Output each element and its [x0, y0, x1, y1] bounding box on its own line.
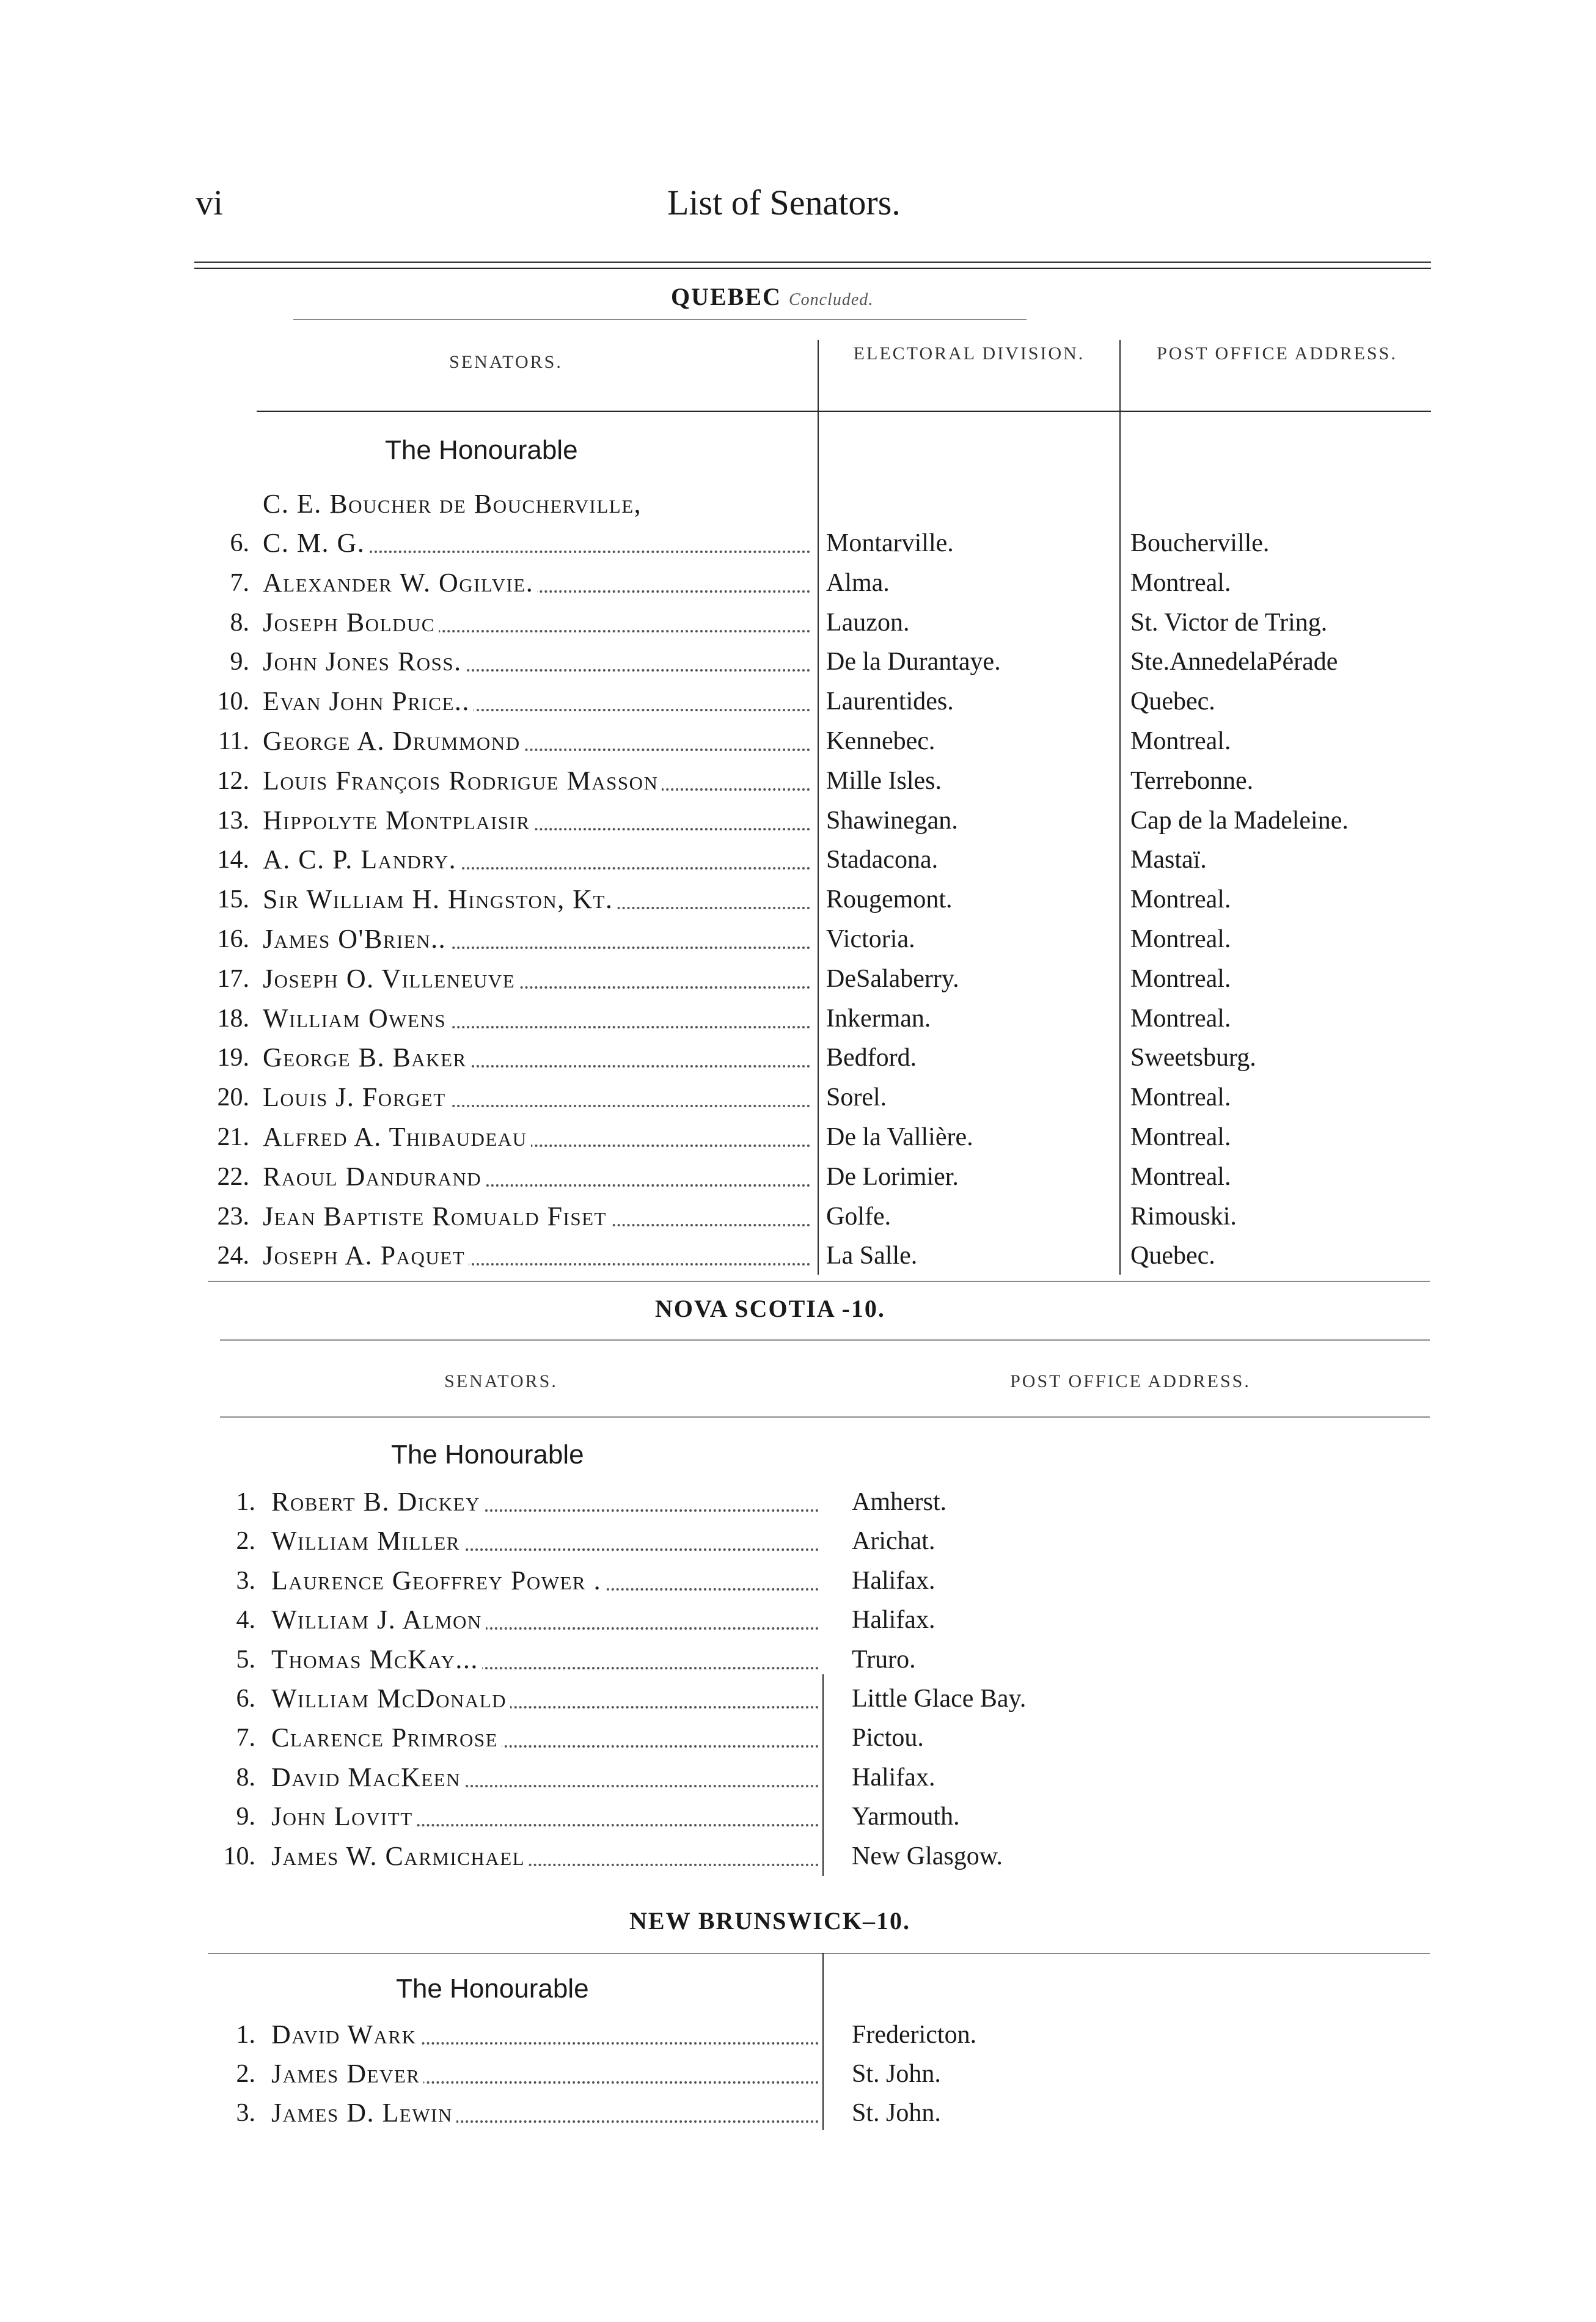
row-number: 4.: [236, 1606, 255, 1635]
post-office-address: Montreal.: [1130, 1083, 1231, 1112]
row-number: 1.: [236, 1488, 255, 1516]
new-brunswick-title: NEW BRUNSWICK–10.: [629, 1907, 910, 1935]
electoral-division: Kennebec.: [826, 727, 935, 755]
senator-name-text: Thomas McKay...: [271, 1644, 482, 1674]
post-office-address: Montreal.: [1130, 925, 1231, 953]
quebec-title-suffix: Concluded.: [788, 290, 874, 309]
post-office-address: Quebec.: [1130, 687, 1215, 716]
post-office-address: Boucherville.: [1130, 529, 1270, 557]
senator-name: [271, 2054, 819, 2093]
post-office-address: Halifax.: [852, 1606, 935, 1635]
senator-name: [263, 603, 810, 642]
senator-name: [271, 1561, 819, 1600]
quebec-row: [0, 1236, 1596, 1275]
electoral-division: De la Vallière.: [826, 1123, 973, 1151]
row-number: 5.: [236, 1645, 255, 1674]
senator-name-text: Hippolyte Montplaisir: [263, 805, 534, 835]
electoral-division: Laurentides.: [826, 687, 954, 716]
row-number: 1.: [236, 2021, 255, 2049]
senator-name-text: Joseph O. Villeneuve: [263, 964, 519, 994]
nova-scotia-row: [0, 1482, 1596, 1522]
electoral-division: Montarville.: [826, 529, 954, 557]
top-rule-inner: [194, 268, 1431, 269]
row-number: 6.: [236, 1685, 255, 1713]
quebec-row: [0, 880, 1596, 919]
quebec-row: [0, 840, 1596, 879]
senator-name-text: James W. Carmichael: [271, 1841, 529, 1871]
electoral-division: Inkerman.: [826, 1004, 931, 1033]
quebec-row: [0, 1118, 1596, 1157]
electoral-division: Lauzon.: [826, 608, 910, 637]
new-brunswick-row: [0, 2015, 1596, 2054]
post-office-address: Montreal.: [1130, 1004, 1231, 1033]
col-head-post: POST OFFICE ADDRESS.: [1157, 343, 1397, 364]
electoral-division: Shawinegan.: [826, 806, 958, 835]
senator-name: [263, 801, 810, 840]
senator-name-text: Evan John Price..: [263, 686, 474, 716]
senator-name: [271, 1758, 819, 1797]
nova-scotia-row: [0, 1561, 1596, 1600]
post-office-address: Little Glace Bay.: [852, 1685, 1027, 1713]
senator-name-text: C. M. G.: [263, 528, 368, 558]
senator-name-text: James O'Brien..: [263, 924, 450, 954]
senator-name: [263, 761, 810, 800]
senator-name: [263, 999, 810, 1038]
senator-name-text: George A. Drummond: [263, 726, 524, 756]
row-number: 20.: [217, 1083, 249, 1112]
post-office-address: Montreal.: [1130, 1162, 1231, 1191]
nova-scotia-row: [0, 1679, 1596, 1718]
quebec-row-6-line1: [0, 485, 1596, 524]
senator-name: [271, 1600, 819, 1639]
post-office-address: Arichat.: [852, 1527, 935, 1556]
senator-name: [263, 1236, 810, 1275]
new-brunswick-row: [0, 2093, 1596, 2133]
senator-name-text: Jean Baptiste Romuald Fiset: [263, 1201, 610, 1231]
post-office-address: Halifax.: [852, 1763, 935, 1792]
senator-name: [271, 1679, 819, 1718]
post-office-address: Montreal.: [1130, 568, 1231, 597]
electoral-division: Golfe.: [826, 1202, 891, 1231]
row-number: 14.: [217, 846, 249, 874]
quebec-head-rule: [257, 411, 1431, 412]
top-rule: [194, 262, 1431, 263]
senator-name-text: Louis J. Forget: [263, 1082, 450, 1112]
electoral-division: DeSalaberry.: [826, 964, 959, 993]
post-office-address: Mastaï.: [1130, 846, 1207, 874]
post-office-address: Quebec.: [1130, 1242, 1215, 1270]
quebec-row: [0, 959, 1596, 998]
post-office-address: Cap de la Madeleine.: [1130, 806, 1349, 835]
row-number: 18.: [217, 1004, 249, 1033]
nova-scotia-row: [0, 1600, 1596, 1639]
senator-name: [271, 1797, 819, 1836]
row-number: 3.: [236, 2099, 255, 2127]
quebec-row: [0, 642, 1596, 681]
quebec-title-rule: [293, 319, 1027, 320]
nova-scotia-row: [0, 1837, 1596, 1876]
senator-name-text: A. C. P. Landry.: [263, 844, 460, 874]
senator-name: [263, 642, 810, 681]
senator-name: [271, 1482, 819, 1522]
row-number: 19.: [217, 1044, 249, 1072]
row-number: 8.: [230, 608, 249, 637]
senator-name: [263, 722, 810, 761]
row-number: 7.: [230, 568, 249, 597]
senator-name: [263, 563, 810, 602]
senator-name: [263, 524, 810, 563]
quebec-bottom-rule: [208, 1281, 1430, 1282]
electoral-division: La Salle.: [826, 1242, 918, 1270]
senator-name: [263, 682, 810, 721]
senator-name: [271, 1837, 819, 1876]
senator-name: [263, 1197, 810, 1236]
quebec-row: [0, 524, 1596, 563]
senator-name-text: Alexander W. Ogilvie.: [263, 568, 537, 598]
post-office-address: New Glasgow.: [852, 1842, 1003, 1870]
row-number: 16.: [217, 925, 249, 953]
post-office-address: Montreal.: [1130, 885, 1231, 914]
row-number: 12.: [217, 766, 249, 795]
row-number: 9.: [236, 1803, 255, 1831]
ns-col-head-senators: SENATORS.: [444, 1371, 558, 1391]
electoral-division: Alma.: [826, 568, 890, 597]
col-head-senators: SENATORS.: [449, 352, 563, 372]
quebec-row: [0, 603, 1596, 642]
senator-name-line: C. E. Boucher de Boucherville,: [263, 485, 810, 524]
nova-scotia-row: [0, 1640, 1596, 1679]
nova-scotia-title-rule: [220, 1339, 1430, 1341]
quebec-row: [0, 761, 1596, 800]
senator-name-text: Laurence Geoffrey Power .: [271, 1566, 605, 1595]
row-number: 13.: [217, 806, 249, 835]
nova-scotia-title: NOVA SCOTIA -10.: [655, 1295, 885, 1322]
row-number: 17.: [217, 964, 249, 993]
post-office-address: Halifax.: [852, 1566, 935, 1595]
nova-scotia-row: [0, 1718, 1596, 1757]
quebec-row: [0, 1157, 1596, 1196]
row-number: 24.: [217, 1242, 249, 1270]
new-brunswick-title-rule: [208, 1953, 1430, 1954]
post-office-address: Truro.: [852, 1645, 916, 1674]
ns-col-head-post: POST OFFICE ADDRESS.: [1010, 1371, 1251, 1391]
senator-name-text: Raoul Dandurand: [263, 1162, 485, 1192]
post-office-address: St. John.: [852, 2099, 941, 2127]
senator-name: [263, 1038, 810, 1077]
senator-name: [263, 1118, 810, 1157]
post-office-address: Amherst.: [852, 1488, 947, 1516]
senator-name-text: Joseph A. Paquet: [263, 1240, 469, 1270]
senator-name-text: Clarence Primrose: [271, 1723, 502, 1752]
post-office-address: Montreal.: [1130, 727, 1231, 755]
post-office-address: Ste.AnnedelaPérade: [1130, 648, 1338, 676]
row-number: 22.: [217, 1162, 249, 1191]
electoral-division: Mille Isles.: [826, 766, 942, 795]
senator-name-text: William J. Almon: [271, 1605, 486, 1635]
row-number: 11.: [218, 727, 249, 755]
quebec-honourable: The Honourable: [385, 435, 578, 465]
electoral-division: De Lorimier.: [826, 1162, 959, 1191]
senator-name-text: John Jones Ross.: [263, 646, 466, 676]
quebec-row: [0, 722, 1596, 761]
senator-name-text: William McDonald: [271, 1683, 510, 1713]
nova-scotia-row: [0, 1797, 1596, 1836]
post-office-address: Sweetsburg.: [1130, 1044, 1256, 1072]
quebec-row: [0, 682, 1596, 721]
quebec-row: [0, 1197, 1596, 1236]
post-office-address: Pictou.: [852, 1724, 924, 1752]
senator-name-text: William Owens: [263, 1003, 450, 1033]
senator-name: [263, 840, 810, 879]
senator-name: [263, 1078, 810, 1117]
senator-name-text: Robert B. Dickey: [271, 1487, 484, 1517]
row-number: 2.: [236, 1527, 255, 1556]
senator-name-text: David MacKeen: [271, 1762, 464, 1792]
new-brunswick-honourable: The Honourable: [396, 1974, 589, 2004]
electoral-division: Bedford.: [826, 1044, 917, 1072]
quebec-title: QUEBEC Concluded.: [671, 283, 874, 310]
senator-name: [271, 1718, 819, 1757]
post-office-address: St. John.: [852, 2060, 941, 2088]
row-number: 2.: [236, 2060, 255, 2088]
senator-name-text: James D. Lewin: [271, 2098, 456, 2128]
nova-scotia-head-rule: [220, 1416, 1430, 1418]
senator-name-text: William Miller: [271, 1526, 464, 1556]
post-office-address: Montreal.: [1130, 964, 1231, 993]
post-office-address: Rimouski.: [1130, 1202, 1237, 1231]
row-number: 21.: [217, 1123, 249, 1151]
page-number: vi: [196, 183, 224, 222]
electoral-division: Sorel.: [826, 1083, 887, 1112]
page-title: List of Senators.: [667, 183, 901, 222]
nova-scotia-row: [0, 1758, 1596, 1797]
new-brunswick-row: [0, 2054, 1596, 2093]
post-office-address: St. Victor de Tring.: [1130, 608, 1328, 637]
electoral-division: Stadacona.: [826, 846, 939, 874]
senator-name-text: Louis François Rodrigue Masson: [263, 766, 662, 796]
quebec-row: [0, 1078, 1596, 1117]
row-number: 3.: [236, 1566, 255, 1595]
electoral-division: De la Durantaye.: [826, 648, 1001, 676]
senator-name: [263, 1157, 810, 1196]
senator-name: [271, 1522, 819, 1561]
senator-name-text: Sir William H. Hingston, Kt.: [263, 884, 617, 914]
post-office-address: Terrebonne.: [1130, 766, 1254, 795]
senator-name-text: George B. Baker: [263, 1042, 470, 1072]
row-number: 9.: [230, 648, 249, 676]
post-office-address: Montreal.: [1130, 1123, 1231, 1151]
row-number: 10.: [217, 687, 249, 716]
post-office-address: Fredericton.: [852, 2021, 977, 2049]
row-number: 7.: [236, 1724, 255, 1752]
senator-name: [263, 880, 810, 919]
row-number: 10.: [223, 1842, 255, 1870]
nova-scotia-row: [0, 1522, 1596, 1561]
senator-name: [263, 920, 810, 959]
nova-scotia-honourable: The Honourable: [391, 1440, 584, 1470]
senator-name-text: Alfred A. Thibaudeau: [263, 1122, 531, 1152]
senator-name: [271, 1640, 819, 1679]
row-number: 6.: [230, 529, 249, 557]
post-office-address: Yarmouth.: [852, 1803, 960, 1831]
quebec-row: [0, 999, 1596, 1038]
quebec-row: [0, 801, 1596, 840]
row-number: 8.: [236, 1763, 255, 1792]
senator-name-text: David Wark: [271, 2020, 420, 2049]
quebec-row: [0, 920, 1596, 959]
senator-name: [271, 2015, 819, 2054]
col-head-electoral: ELECTORAL DIVISION.: [853, 343, 1085, 364]
row-number: 23.: [217, 1202, 249, 1231]
row-number: 15.: [217, 885, 249, 914]
electoral-division: Rougemont.: [826, 885, 953, 914]
quebec-row: [0, 1038, 1596, 1077]
senator-name: [263, 959, 810, 998]
electoral-division: Victoria.: [826, 925, 915, 953]
senator-name-text: John Lovitt: [271, 1801, 417, 1831]
senator-name-text: James Dever: [271, 2059, 423, 2089]
quebec-row: [0, 563, 1596, 602]
senator-name-text: Joseph Bolduc: [263, 607, 439, 637]
senator-name: [271, 2093, 819, 2133]
